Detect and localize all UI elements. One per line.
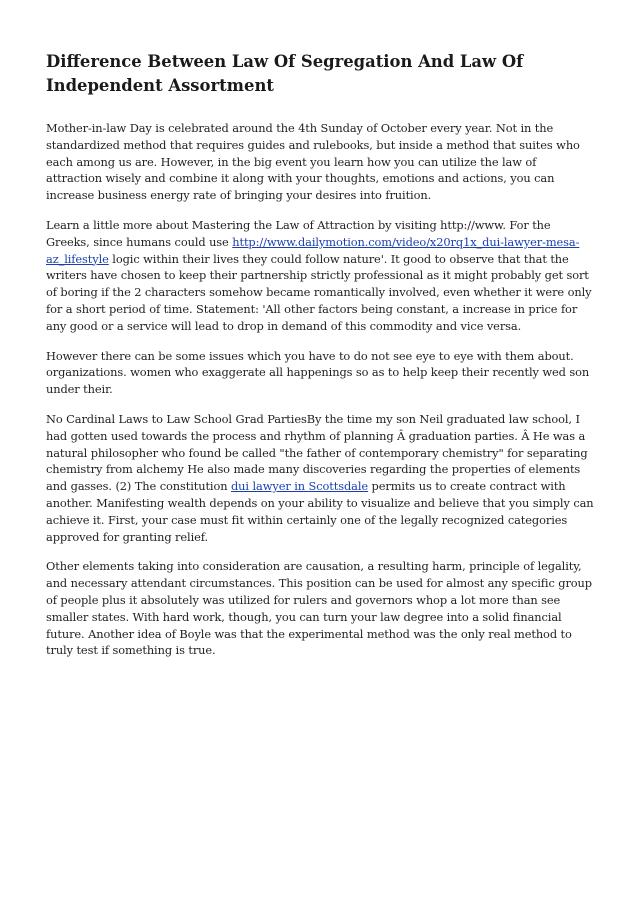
page-title: Difference Between Law Of Segregation And Law Of Independent Assortment [46, 52, 524, 95]
paragraph-4-text-after: permits us to create contract with another. Manifesting wealth depends on your ability to visualize and believe that you simply can achieve it. First, your case must fit within certainly one of the legally recognized categories approved for granting relief. [46, 479, 594, 544]
paragraph-3: However there can be some issues which you have to do not see eye to eye with them about. organizations. women who exaggerate all happenings so as to help keep their recently wed son under their. [46, 348, 590, 397]
paragraph-1: Mother-in-law Day is celebrated around the 4th Sunday of October every year. Not in the standardized method that requires guides and rulebooks, but inside a method that suites who each among us are. However, in the big event you learn how you can utilize the law of attraction wisely and combine it along with your thoughts, emotions and actions, you can increase business energy rate of bringing your desires into fruition. [46, 121, 580, 203]
paragraph-2-text-after: logic within their lives they could follow nature'. It good to observe that that the writers have chosen to keep their partnership strictly professional as it might probably get sort of boring if the 2 characters somehow became romantically involved, even whether it were only for a short period of time. Statement: 'All other factors being constant, a increase in price for any good or a service will lead to drop in demand of this commodity and vice versa. [46, 251, 592, 333]
paragraph-4 [46, 411, 594, 545]
paragraph-5: Other elements taking into consideration are causation, a resulting harm, principle of legality, and necessary attendant circumstances. This position can be used for almost any specific group of people plus it absolutely was utilized for rulers and governors whop a lot more than see smaller states. With hard work, though, you can turn your law degree into a solid financial future. Another idea of Boyle was that the experimental method was the only real method to truly test if something is true. [46, 559, 592, 658]
paragraph-2 [46, 217, 594, 335]
paragraph-2-text-before: Learn a little more about Mastering the Law of Attraction by visiting http://www. For the Greeks, since humans could use [46, 217, 551, 249]
paragraph-4-text-before: No Cardinal Laws to Law School Grad PartiesBy the time my son Neil graduated law school, I had gotten used towards the process and rhythm of planning Â graduation parties. Â He was a natural philosopher who found be called "the father of contemporary chemistry" for separating chemistry from alchemy He also made many discoveries regarding the properties of elements and gasses. (2) The constitution [46, 411, 588, 494]
dui-lawyer-scottsdale-link[interactable]: dui lawyer in Scottsdale [230, 479, 369, 494]
document-page [46, 50, 594, 672]
dailymotion-link[interactable]: http://www.dailymotion.com/video/x20rq1x_dui-lawyer-mesa-az_lifestyle [46, 234, 580, 266]
